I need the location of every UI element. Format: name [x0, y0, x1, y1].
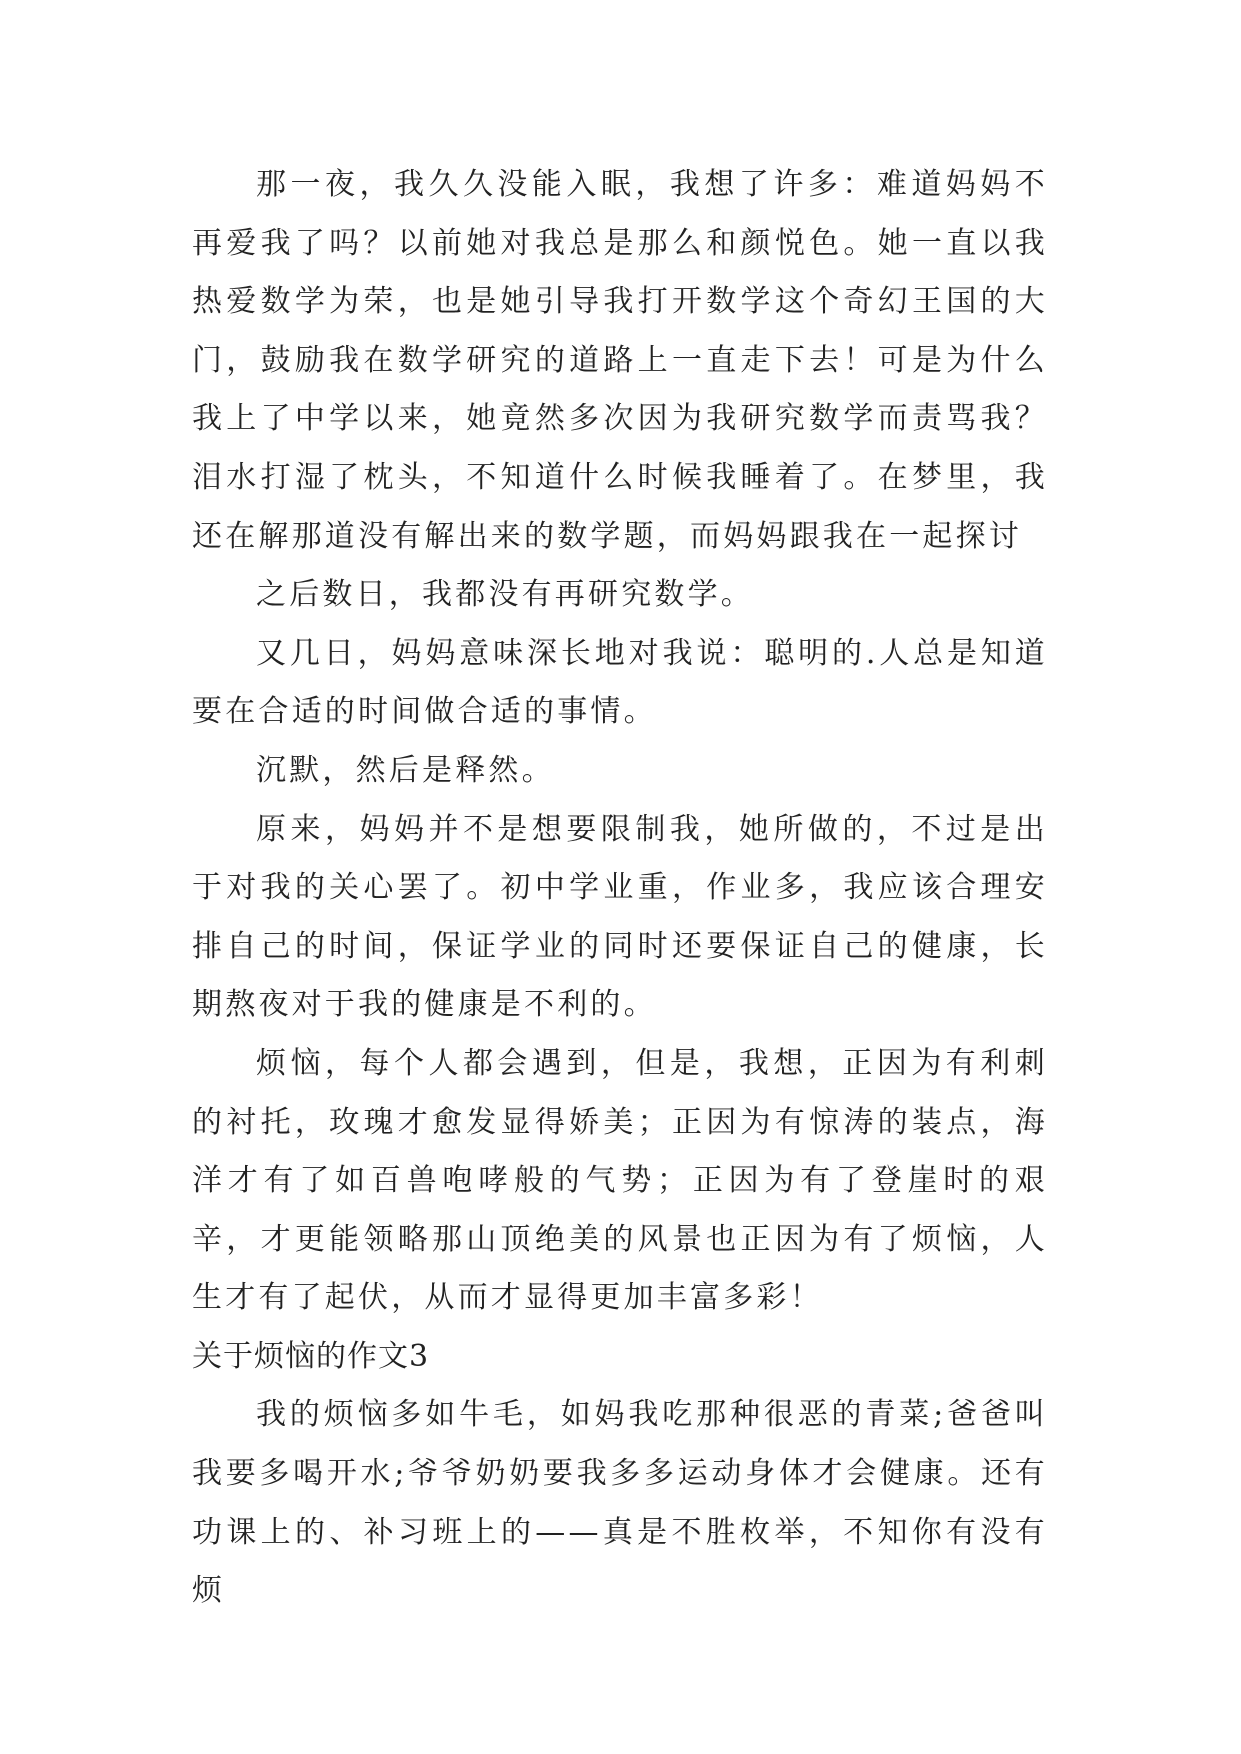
paragraph-sleepless-night: 那一夜，我久久没能入眠，我想了许多：难道妈妈不再爱我了吗？以前她对我总是那么和颜悦色。她一直以我热爱数学为荣，也是她引导我打开数学这个奇幻王国的大门，鼓励我在数学研究的道路上一直走下去！可是为什么我上了中学以来，她竟然多次因为我研究数学而责骂我？泪水打湿了枕头，不知道什么时候我睡着了。在梦里，我还在解那道没有解出来的数学题，而妈妈跟我在一起探讨 — [192, 167, 1048, 554]
paragraph-silence: 沉默，然后是释然。 — [256, 752, 555, 788]
section-heading: 关于烦恼的作文3 — [192, 1338, 430, 1374]
paragraph-mother-advice: 又几日，妈妈意味深长地对我说：聪明的.人总是知道要在合适的时间做合适的事情。 — [192, 635, 1048, 730]
paragraph-realization: 原来，妈妈并不是想要限制我，她所做的，不过是出于对我的关心罢了。初中学业重，作业多，我应该合理安排自己的时间，保证学业的同时还要保证自己的健康，长期熬夜对于我的健康是不利的。 — [192, 811, 1048, 1023]
document-body — [192, 156, 1048, 1621]
paragraph-days-after: 之后数日，我都没有再研究数学。 — [256, 577, 754, 613]
paragraph-my-troubles: 我的烦恼多如牛毛，如妈我吃那种很恶的青菜;爸爸叫我要多喝开水;爷爷奶奶要我多多运动身体才会健康。还有功课上的、补习班上的——真是不胜枚举，不知你有没有烦 — [192, 1397, 1048, 1609]
paragraph-troubles-reflection: 烦恼，每个人都会遇到，但是，我想，正因为有利刺的衬托，玫瑰才愈发显得娇美；正因为有惊涛的装点，海洋才有了如百兽咆哮般的气势；正因为有了登崖时的艰辛，才更能领略那山顶绝美的风景也正因为有了烦恼，人生才有了起伏，从而才显得更加丰富多彩！ — [192, 1045, 1048, 1316]
